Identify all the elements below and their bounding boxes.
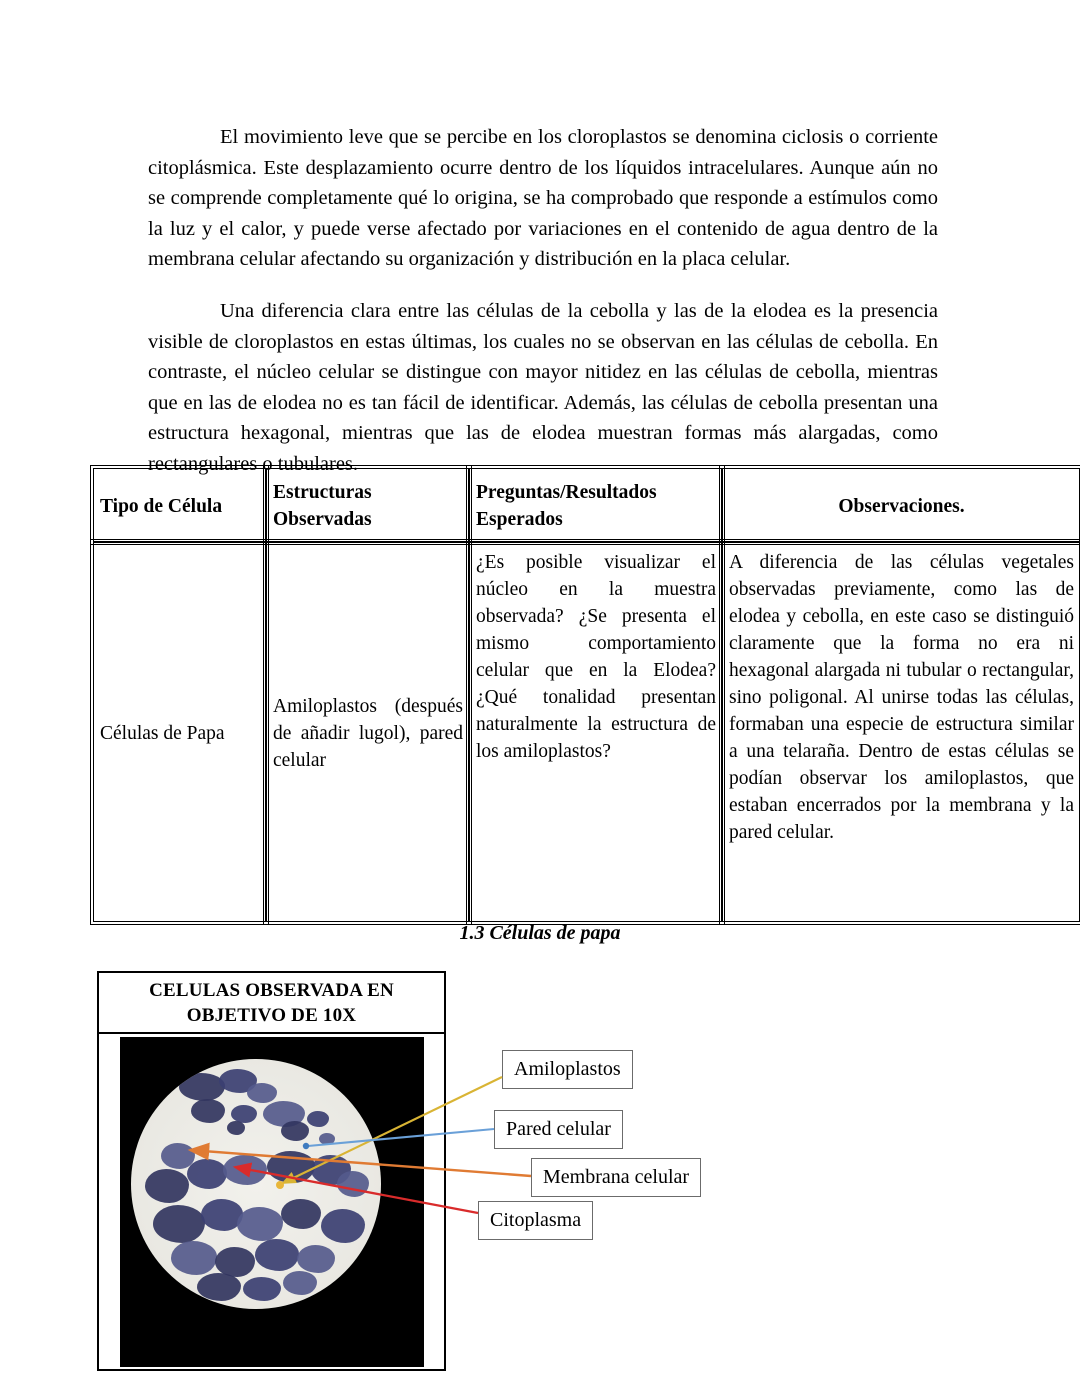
callout-label-amiloplastos: Amiloplastos	[502, 1050, 633, 1089]
table-header-estructuras-observadas: Estructuras Observadas	[266, 468, 469, 542]
microscope-field-of-view	[131, 1059, 381, 1309]
table-caption: 1.3 Células de papa	[459, 922, 621, 944]
table-header-tipo-de-celula: Tipo de Célula	[93, 468, 266, 542]
cell-tipo-de-celula: Células de Papa	[93, 542, 266, 922]
table-row	[93, 542, 1080, 922]
results-table-wrapper	[93, 468, 1074, 922]
callout-label-citoplasma: Citoplasma	[478, 1201, 593, 1240]
callout-label-pared-celular: Pared celular	[494, 1110, 623, 1149]
table-header-observaciones: Observaciones.	[722, 468, 1080, 542]
paragraph-ciclosis: El movimiento leve que se percibe en los cloroplastos se denomina ciclosis o corriente citoplásmica. Este desplazamiento ocurre dentro de los líquidos intracelulares. Aunque aún no se comprende completamente qué lo origina, se ha comprobado que responde a estímulos como la luz y el calor, y puede verse afectado por variaciones en el contenido de agua dentro de la membrana celular afectando su organización y distribución en la placa celular.	[148, 126, 938, 270]
figure-box	[97, 971, 446, 1371]
table-header-row	[93, 468, 1080, 542]
paragraph-comparacion-cebolla-elodea: Una diferencia clara entre las células de la cebolla y las de la elodea es la presencia visible de cloroplastos en estas últimas, los cuales no se observan en las células de cebolla. En contraste, el núcleo celular se distingue con mayor nitidez en las células de cebolla, mientras que en las de elodea no es tan fácil de identificar. Además, las células de cebolla presentan una estructura hexagonal, mientras que las de elodea muestran formas más alargadas, como rectangulares o tubulares.	[148, 300, 938, 475]
cell-preguntas-resultados: ¿Es posible visualizar el núcleo en la muestra observada? ¿Se presenta el mismo comportamiento celular que en la Elodea? ¿Qué tonalidad presentan naturalmente la estructura de los amiloplastos?	[469, 542, 722, 922]
results-table	[93, 468, 1080, 922]
figure-title: CELULAS OBSERVADA EN OBJETIVO DE 10X	[99, 973, 444, 1034]
callout-label-membrana-celular: Membrana celular	[531, 1158, 701, 1197]
cell-estructuras-observadas: Amiloplastos (después de añadir lugol), pared celular	[266, 542, 469, 922]
table-header-preguntas-resultados: Preguntas/Resultados Esperados	[469, 468, 722, 542]
microscope-image	[120, 1037, 424, 1367]
cell-observaciones: A diferencia de las células vegetales observadas previamente, como las de elodea y cebolla, en este caso se distinguió claramente que la forma no era ni hexagonal alargada ni tubular o rectangular, sino poligonal. Al unirse todas las células, formaban una especie de estructura similar a una telaraña. Dentro de estas células se podían observar los amiloplastos, que estaban encerrados por la membrana y la pared celular.	[722, 542, 1080, 922]
